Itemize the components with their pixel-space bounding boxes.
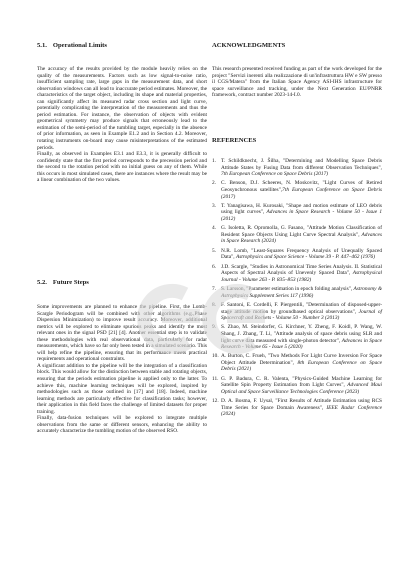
- section-body-operational-limits: [37, 66, 207, 184]
- paragraph: Some improvements are planned to enhance the pipeline. First, the Lomb-Scargle Periodogram will be combined with other algorithms (e.g.,Phase Dispersion Minimization) to improve result accuracy. Moreover, additional metrics will be explored to eliminate spurious peaks and identify the most relevant ones in the signal PSD [21] [4]. Another essential step is to validate these methodologies with real observational data, particularly for radar measurements, which have so far only been tested in a simulated scenario. This will help refine the pipeline, ensuring that its performance meets practical requirements and operational constraints.: [37, 304, 207, 363]
- section-title: Future Steps: [52, 279, 89, 286]
- reference-venue: 8th European Conference on Space Debris (2021): [221, 359, 382, 373]
- reference-text: G. P. Badura, C. R. Valenta, "Physics-Guided Machine Learning for Satellite Spin Property Estimation from Light Curves",: [221, 375, 382, 389]
- section-body-future-steps: [37, 304, 207, 435]
- reference-list: [212, 158, 382, 421]
- reference-text: F. Santoni, E. Cordelli, F. Piergentili, "Determination of disposed-upper-stage attitude motion by groundbased optical observations",: [221, 301, 382, 315]
- paragraph: Finally, as observed in Examples E3.1 and E3.3, it is generally difficult to confidently state that the first period corresponds to the precession period and the second to the rotation period with no initial guess on any of them. While this occurs in most simulated cases, there are instances where the result may be a linear combination of the two values.: [37, 151, 207, 184]
- reference-item: [212, 248, 382, 261]
- reference-number: 6.: [212, 263, 217, 270]
- reference-number: 1.: [212, 158, 217, 164]
- paragraph: Finally, data-fusion techniques will be explored to integrate multiple observations from the same or different sensors, enhancing the ability to accurately characterize the tumbling motion of the observed RSO.: [37, 415, 207, 435]
- reference-text: J.D. Scargle, "Studies in Astronomical Time Series Analysis. II. Statistical Aspects of Spectral Analysis of Unevenly Spaced Data",: [221, 263, 382, 277]
- reference-text: N.R. Lomb, "Least-Squares Frequency Analysis of Unequally Spaced Data",: [221, 247, 382, 261]
- reference-item: [212, 286, 382, 299]
- reference-venue: IEEE Radar Conference (2024): [221, 404, 382, 418]
- section-number: 5.1.: [37, 42, 47, 49]
- reference-venue: Astronomy & Astrophysics Supplement Series 117 (1996): [221, 286, 382, 299]
- reference-venue: Journal of Spacecraft and Rockets - Volume 50 - Number 3 (2013): [221, 308, 382, 322]
- section-number: 5.2.: [37, 279, 47, 286]
- reference-item: [212, 302, 382, 322]
- reference-item: [212, 180, 382, 200]
- reference-text: A. Burton, C. Frueh, "Two Methods For Light Curve Inversion For Space Object Attitude Determination",: [221, 353, 382, 366]
- reference-text: T. Schildknecht, J. Šilha, "Determining and Modelling Space Debris Attitude States by Fusing Data from different Observation Techniques",: [221, 158, 382, 171]
- reference-venue: Astrophysical Journal - Volume 263 - P. 835–853 (1982): [221, 270, 382, 283]
- reference-number: 4.: [212, 225, 217, 232]
- reference-item: [212, 225, 382, 245]
- reference-number: 12.: [212, 398, 219, 405]
- reference-venue: 7th European Conference on Space Debris (2017): [221, 171, 329, 178]
- reference-item: [212, 398, 382, 418]
- reference-number: 3.: [212, 202, 217, 209]
- acknowledgments-heading: ACKNOWLEDGMENTS: [212, 42, 286, 49]
- reference-text: T. Yanagisawa, H. Kurosaki, "Shape and motion estimate of LEO debris using light curves",: [221, 202, 382, 216]
- section-heading-operational-limits: [37, 42, 107, 50]
- paragraph: This research presented received funding as part of the work developed for the project "Servizi inerenti alla realizzazione di un'infrastruttura HW e SW presso il CGS/Matera" from the Italian Space Agency ASI-IHS infrastructure for space surveillance and tracking, under the Next Generation EU/PNRR framework, contract number 2023-14-I.0.: [212, 66, 382, 99]
- section-title: Operational Limits: [52, 42, 107, 49]
- acknowledgments-body: [212, 66, 382, 99]
- reference-item: [212, 264, 382, 284]
- reference-item: [212, 376, 382, 396]
- reference-venue: 7th European Conference on Space Debris (2017): [221, 186, 383, 200]
- reference-item: [212, 353, 382, 373]
- section-heading-future-steps: [37, 279, 89, 287]
- reference-text: C. Benson, D.J. Scheeres, N. Moskovitz, "Light Curves of Retired Geosynchronous satellites",: [221, 180, 382, 193]
- reference-number: 10.: [212, 353, 219, 360]
- reference-number: 5.: [212, 247, 217, 254]
- reference-number: 7.: [212, 286, 217, 293]
- reference-number: 2.: [212, 180, 217, 187]
- reference-text: G. Isoletta, R. Opromolla, G. Fasano, "Attitude Motion Classification of Resident Space Objects Using Light Curve Spectral Analysis",: [221, 225, 382, 238]
- reference-item: [212, 324, 382, 350]
- reference-number: 9.: [212, 324, 217, 331]
- reference-venue: Astrophysics and Space Science - Volume 39 - P. 447–462 (1976): [235, 254, 376, 261]
- paragraph: A significant addition to the pipeline will be the integration of a classification block. This would allow for the distinction between stable and rotating objects, ensuring that the periods estimation pipeline is applied only to the latter. To achieve this, machine learning techniques will be explored, inspired by methodologies such as those outlined in [17] and [18]. Indeed, machine learning methods are particularly effective for classification tasks; however, their application in this field faces the challenge of limited datasets for proper training.: [37, 362, 207, 415]
- paragraph: The accuracy of the results provided by the module heavily relies on the quality of the measurements. Factors such as low signal-to-noise ratio, insufficient sampling rate, large gaps in the measurement data, and short observation windows can all lead to inaccurate period estimates. Moreover, the characteristics of the target object, including its shape and material properties, can significantly affect its measured radar cross section and light curve, potentially complicating the interpretation of the measurements and thus the period estimation. For instance, the observation of objects with evident geometrical symmetry may produce signals that erroneously lead to the estimation of the semi-period of the tumbling target, especially in the absence of prior information, as seen in Example E1.2 and in Section 4.2. Moreover, rotating instruments on-board may cause misinterpretations of the estimated periods.: [37, 66, 207, 151]
- reference-text: S. Larsson, "Parameter estimation in epoch folding analysis",: [221, 286, 354, 293]
- reference-venue: Advanced Maui Optical and Space Surveillance Technologies Conference (2023): [221, 382, 383, 395]
- reference-item: [212, 158, 382, 178]
- reference-item: [212, 203, 382, 223]
- reference-venue: Advances in Space Research - Volume 50 - Issue 1 (2012): [221, 209, 382, 222]
- reference-text: D. A. Bosma, F. Uysal, "First Results of Attitude Estimation using RCS Time Series for Space Domain Awareness",: [221, 398, 382, 411]
- references-heading: REFERENCES: [212, 137, 257, 144]
- reference-venue: Advances in Space Research (2024): [221, 231, 382, 245]
- reference-venue: Advances in Space Research - Volume 65 - Issue 5 (2020): [221, 337, 383, 351]
- reference-text: S. Zhao, M. Steindorfer, G. Kirchner, Y. Zheng, F. Koidl, P. Wang, W. Shang, J. Zhang, T. Li, "Attitude analysis of space debris using SLR and light curve data measured with single-photon detector",: [221, 324, 382, 344]
- reference-number: 8.: [212, 301, 217, 308]
- reference-number: 11.: [212, 375, 219, 382]
